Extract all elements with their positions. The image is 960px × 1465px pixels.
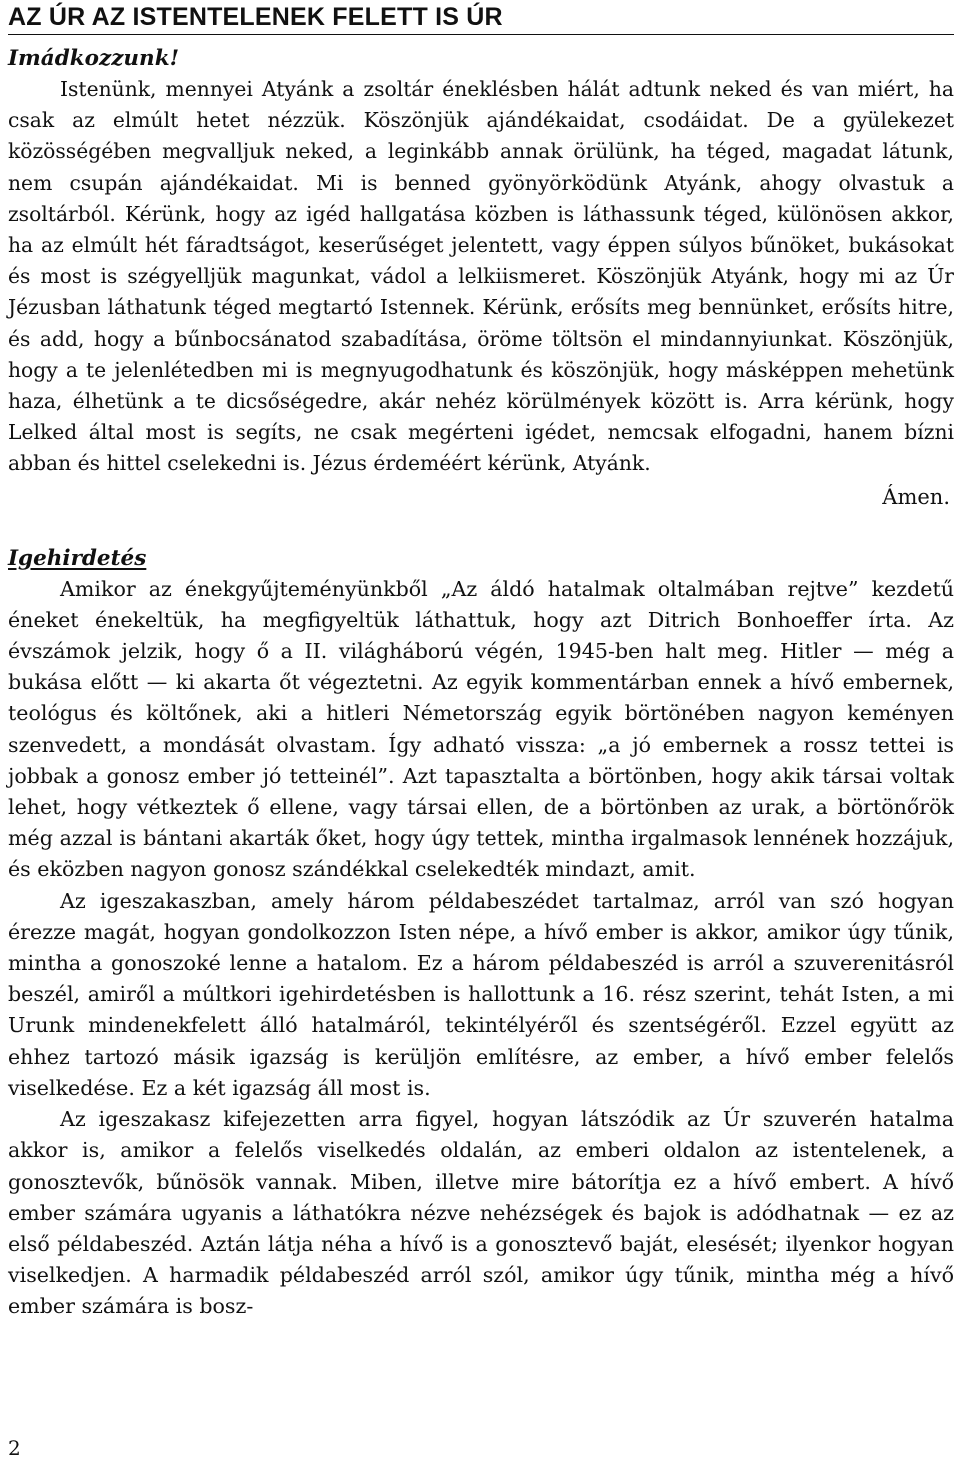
page-number: 2 [8,1436,21,1460]
prayer-closing: Ámen. [882,484,950,509]
prayer-paragraph: Istenünk, mennyei Atyánk a zsoltár éneklésben hálát adtunk neked és van miért, ha csak az elmúlt hetet nézzük. Köszönjük ajándékaidat, csodáidat. De a gyülekezet közösségében megvalljuk neked, a leginkább annak örülünk, ha téged, magadat látunk, nem csupán ajándékaidat. Mi is benned gyönyörködünk Atyánk, ahogy olvastuk a zsoltárból. Kérünk, hogy az igéd hallgatása közben is láthassunk téged, különösen akkor, ha az elmúlt hét fáradtságot, keserűséget jelentett, vagy éppen súlyos bűnöket, bukásokat és most is szégyelljük magunkat, vádol a lelkiismeret. Köszönjük Atyánk, hogy mi az Úr Jézusban láthatunk téged megtartó Istennek. Kérünk, erősíts meg bennünket, erősíts hitre, és add, hogy a bűnbocsánatod szabadítása, öröme töltsön el mindannyiunkat. Köszönjük, hogy a te jelenlétedben mi is megnyugodhatunk és köszönjük, hogy másképpen mehetünk haza, élhetünk a te dicsőségedre, akár nehéz körülmények között is. Arra kérünk, hogy Lelked által most is segíts, ne csak megérteni igédet, nemcsak elfogadni, hanem bízni abban és hittel cselekedni is. Jézus érdeméért kérünk, Atyánk. [8,77,954,476]
document-page [8,0,954,1323]
document-title: AZ ÚR AZ ISTENTELENEK FELETT IS ÚR [8,2,954,35]
sermon-paragraph: Amikor az énekgyűjteményünkből „Az áldó hatalmak oltalmában rejtve” kezdetű éneket énekeltük, ha megfigyeltük láthattuk, hogy azt Ditrich Bonhoeffer írta. Az évszámok jelzik, hogy ő a II. világháború végén, 1945-ben halt meg. Hitler — még a bukása előtt — ki akarta őt végeztetni. Az egyik kommentárban ennek a hívő embernek, teológus és költőnek, aki a hitleri Németország egyik börtönében nagyon keményen szenvedett, a mondását olvastam. Így adható vissza: „a jó embernek a rossz tettei is jobbak a gonosz ember jó tetteinél”. Azt tapasztalta a börtönben, hogy akik társai voltak lehet, hogy vétkeztek ő ellene, vagy társai ellen, de a börtönben az urak, a börtönőrök még azzal is bántani akarták őket, hogy úgy tettek, mintha irgalmasok lennének hozzájuk, és eközben nagyon gonosz szándékkal cselekedték mindazt, amit. [8,576,954,882]
sermon-paragraph: Az igeszakaszban, amely három példabeszédet tartalmaz, arról van szó hogyan érezze magát, hogyan gondolkozzon Isten népe, a hívő ember is akkor, amikor úgy tűnik, mintha a gonoszoké lenne a hatalom. Ez a három példabeszéd is arról a szuverenitásról beszél, amiről a múltkori igehirdetésben is hallottunk a 16. rész szerint, tehát Isten, a mi Urunk mindenekfelett álló hatalmáról, tekintélyéről és szentségéről. Ezzel együtt az ehhez tartozó másik igazság is kerüljön említésre, az ember, a hívő ember felelős viselkedése. Ez a két igazság áll most is. [8,888,954,1100]
sermon-paragraph: Az igeszakasz kifejezetten arra figyel, hogyan látszódik az Úr szuverén hatalma akkor is, amikor a felelős viselkedés oldalán, az emberi oldalon az istentelenek, a gonosztevők, bűnösök vannak. Miben, illetve mire bátorítja ez a hívő embert. A hívő ember számára ugyanis a láthatókra nézve nehézségek és bajok is adódhatnak — ez az első példabeszéd. Aztán látja néha a hívő is a gonosztevő baját, elesését; ilyenkor hogyan viselkedjen. A harmadik példabeszéd arról szól, amikor úgy tűnik, mintha még a hívő ember számára is bosz- [8,1107,954,1319]
sermon-heading: Igehirdetés [8,545,147,571]
prayer-heading: Imádkozzunk! [8,46,180,71]
